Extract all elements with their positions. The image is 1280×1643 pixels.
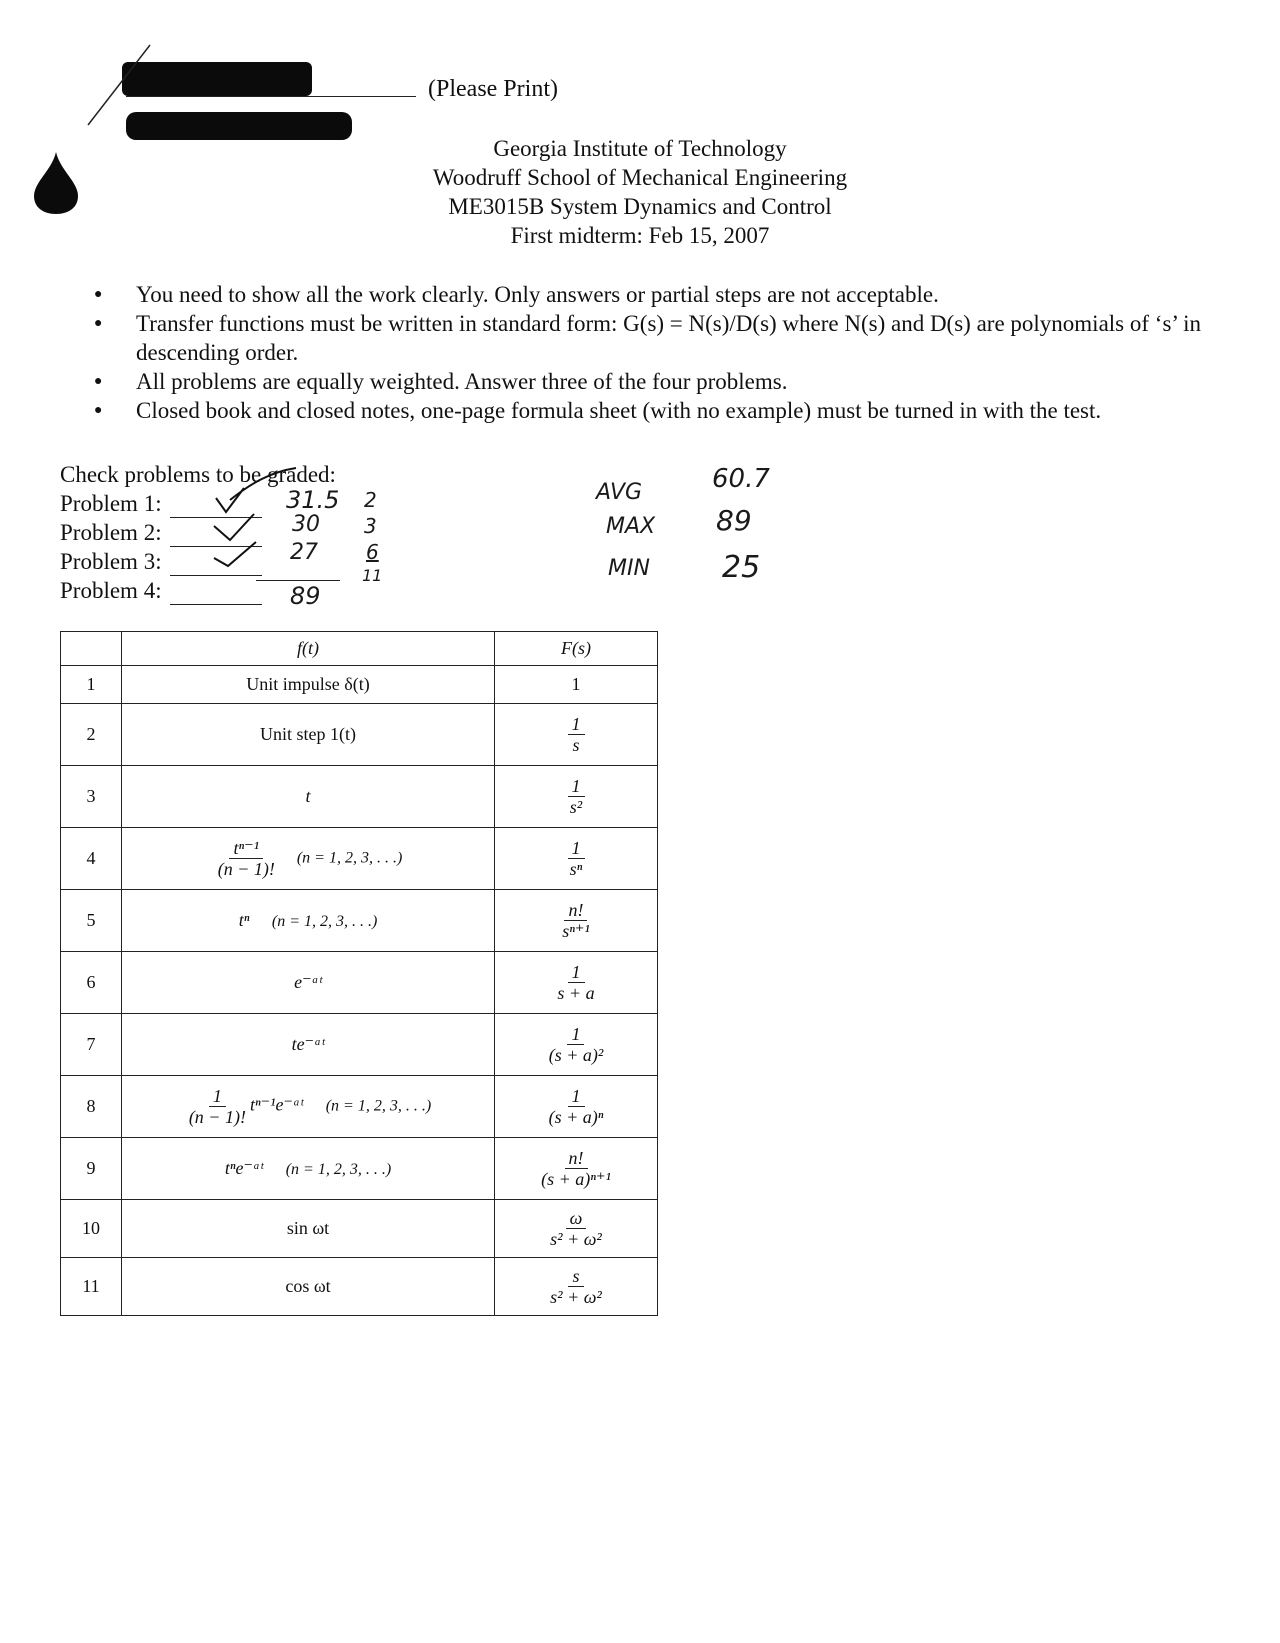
ft-denominator: (n − 1)! [188, 1107, 246, 1127]
fs-numerator: s [568, 1266, 583, 1287]
laplace-transform [495, 1076, 658, 1138]
ft-condition: (n = 1, 2, 3, . . .) [296, 849, 403, 867]
problem-label: Problem 4: [60, 578, 162, 603]
institution: Georgia Institute of Technology [493, 136, 787, 161]
laplace-transform [495, 1014, 658, 1076]
please-print: (Please Print) [428, 76, 558, 102]
row-number: 11 [61, 1258, 122, 1316]
header-ft: f(t) [122, 632, 495, 666]
stat-value-max: 89 [716, 504, 752, 537]
name-line [126, 96, 416, 97]
ft-tail: tⁿ⁻¹e⁻ᵃᵗ [249, 1094, 304, 1115]
table-row [61, 1138, 658, 1200]
fs-denominator: s² + ω² [550, 1287, 602, 1307]
row-number: 6 [61, 952, 122, 1014]
instructions-list [88, 280, 1258, 425]
ft-condition: (n = 1, 2, 3, . . .) [285, 1161, 392, 1178]
time-function: te⁻ᵃᵗ [122, 1014, 495, 1076]
side-mark: 11 [362, 566, 383, 585]
side-mark: 6 [366, 540, 379, 564]
laplace-transform: 1 [495, 666, 658, 704]
table-row [61, 766, 658, 828]
instruction-item: ● Closed book and closed notes, one-page formula sheet (with no example) must be turned in with the test. [88, 396, 1258, 425]
header-Fs: F(s) [495, 632, 658, 666]
fs-numerator: 1 [568, 776, 585, 797]
fs-denominator: s + a [557, 983, 595, 1003]
time-function: Unit step 1(t) [122, 704, 495, 766]
row-number: 10 [61, 1200, 122, 1258]
problem-label: Problem 1: [60, 491, 162, 516]
school: Woodruff School of Mechanical Engineering [432, 165, 848, 190]
score-problem-1: 31.5 [286, 486, 340, 514]
header-index [61, 632, 122, 666]
score-problem-2: 30 [292, 512, 320, 537]
time-function [122, 1076, 495, 1138]
ft-denominator: (n − 1)! [217, 859, 275, 879]
fs-numerator: 1 [567, 1024, 584, 1045]
problem-label: Problem 3: [60, 549, 162, 574]
stat-label-max: MAX [606, 514, 656, 539]
ft-expression: tⁿ [238, 910, 250, 930]
title-block [360, 134, 920, 250]
fs-denominator: s [572, 735, 580, 755]
laplace-transform [495, 1258, 658, 1316]
fs-denominator: s² + ω² [550, 1229, 602, 1249]
laplace-transform [495, 828, 658, 890]
side-mark: 3 [364, 514, 377, 538]
total-line [256, 580, 340, 581]
stat-value-min: 25 [722, 550, 761, 585]
row-number: 2 [61, 704, 122, 766]
fs-denominator: sⁿ⁺¹ [562, 921, 590, 941]
laplace-table [60, 631, 658, 1316]
table-row [61, 890, 658, 952]
ft-expression: tⁿe⁻ᵃᵗ [224, 1158, 264, 1178]
table-row [61, 1200, 658, 1258]
time-function: e⁻ᵃᵗ [122, 952, 495, 1014]
ft-numerator: 1 [209, 1086, 226, 1107]
row-number: 3 [61, 766, 122, 828]
fs-denominator: (s + a)² [548, 1045, 604, 1065]
checklist-heading: Check problems to be graded: [60, 462, 336, 487]
time-function [122, 828, 495, 890]
ft-condition: (n = 1, 2, 3, . . .) [325, 1097, 432, 1115]
check-blank[interactable] [170, 582, 262, 605]
score-problem-3: 27 [290, 540, 318, 565]
side-mark: 2 [364, 488, 377, 512]
laplace-transform [495, 952, 658, 1014]
time-function [122, 1138, 495, 1200]
stat-value-avg: 60.7 [712, 464, 770, 494]
table-row [61, 1014, 658, 1076]
row-number: 7 [61, 1014, 122, 1076]
row-number: 8 [61, 1076, 122, 1138]
laplace-transform [495, 1138, 658, 1200]
laplace-transform [495, 704, 658, 766]
row-number: 5 [61, 890, 122, 952]
table-row [61, 828, 658, 890]
pen-stroke-mark [80, 40, 160, 130]
fs-numerator: 1 [568, 838, 585, 859]
stat-label-avg: AVG [596, 480, 643, 505]
fs-numerator: n! [565, 1148, 588, 1169]
ink-drop-mark [30, 150, 82, 216]
time-function: sin ωt [122, 1200, 495, 1258]
course: ME3015B System Dynamics and Control [448, 194, 832, 219]
fs-numerator: 1 [568, 714, 585, 735]
table-row [61, 1258, 658, 1316]
laplace-transform [495, 766, 658, 828]
checkmark-icons [210, 460, 300, 570]
instruction-item: ● All problems are equally weighted. Answer three of the four problems. [88, 367, 1258, 396]
fs-denominator: (s + a)ⁿ [548, 1107, 604, 1127]
ft-numerator: tⁿ⁻¹ [229, 838, 263, 859]
fs-denominator: s² [569, 797, 583, 817]
row-number: 9 [61, 1138, 122, 1200]
fs-denominator: (s + a)ⁿ⁺¹ [541, 1169, 611, 1189]
time-function: Unit impulse δ(t) [122, 666, 495, 704]
ft-condition: (n = 1, 2, 3, . . .) [271, 913, 378, 930]
fs-denominator: sⁿ [569, 859, 583, 879]
row-number: 4 [61, 828, 122, 890]
problem-label: Problem 2: [60, 520, 162, 545]
exam-date: First midterm: Feb 15, 2007 [510, 223, 770, 248]
time-function: t [122, 766, 495, 828]
fs-numerator: 1 [568, 962, 585, 983]
table-row [61, 666, 658, 704]
stat-label-min: MIN [608, 556, 650, 581]
time-function [122, 890, 495, 952]
table-header-row [61, 632, 658, 666]
fs-numerator: ω [566, 1208, 587, 1229]
score-total: 89 [290, 582, 321, 610]
row-number: 1 [61, 666, 122, 704]
time-function: cos ωt [122, 1258, 495, 1316]
fs-numerator: n! [564, 900, 587, 921]
table-row [61, 952, 658, 1014]
table-row [61, 1076, 658, 1138]
laplace-transform [495, 1200, 658, 1258]
instruction-item: ● Transfer functions must be written in standard form: G(s) = N(s)/D(s) where N(s) and D(s) are polynomials of ‘s’ in descending order. [88, 309, 1258, 367]
fs-numerator: 1 [568, 1086, 585, 1107]
laplace-transform [495, 890, 658, 952]
instruction-item: ● You need to show all the work clearly. Only answers or partial steps are not acceptable. [88, 280, 1258, 309]
table-row [61, 704, 658, 766]
